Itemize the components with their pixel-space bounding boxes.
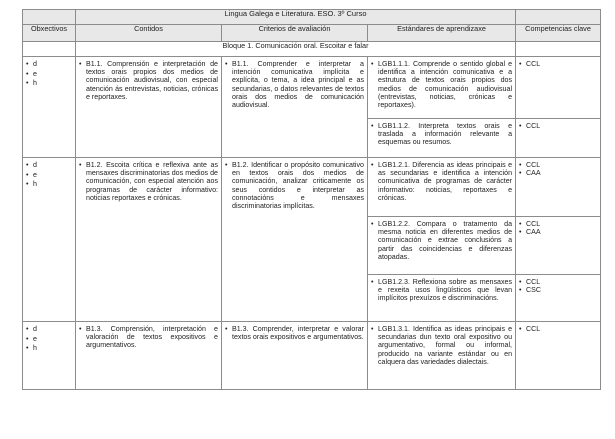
- standard-cell: [368, 57, 516, 119]
- standard-item: • LGB1.2.2. Compara o tratamento da mesma noticia en diferentes medios de comunicación e extrae conclusións a partir das coincidencias e diferenzas atopadas.: [370, 220, 512, 261]
- objective-item: • e: [25, 70, 72, 80]
- standard-cell: [368, 119, 516, 158]
- competence-cell: [516, 57, 601, 119]
- header-contents: Contidos: [76, 25, 222, 42]
- objective-item: • h: [25, 344, 72, 354]
- objectives-cell: [23, 158, 76, 322]
- table-title: Lingua Galega e Literatura. ESO. 3º Curso: [76, 10, 516, 25]
- competence-item: • CSC: [518, 286, 597, 294]
- content-cell: [76, 158, 222, 322]
- standard-item: • LGB1.1.2. Interpreta textos orais e traslada a información relevante a esquemas ou resumos.: [370, 122, 512, 147]
- criterion-item: • B1.3. Comprender, interpretar e valorar textos orais expositivos e argumentativos.: [224, 325, 364, 341]
- competence-cell: [516, 217, 601, 275]
- criterion-cell: [222, 322, 368, 390]
- competence-cell: [516, 275, 601, 322]
- table-row: [23, 322, 601, 390]
- criterion-cell: [222, 158, 368, 322]
- competence-item: • CCL: [518, 122, 597, 130]
- objective-item: • e: [25, 335, 72, 345]
- competence-item: • CCL: [518, 161, 597, 169]
- competence-item: • CAA: [518, 228, 597, 236]
- competence-cell: [516, 322, 601, 390]
- objective-item: • d: [25, 325, 72, 335]
- objective-item: • h: [25, 79, 72, 89]
- objective-item: • e: [25, 171, 72, 181]
- standard-item: • LGB1.1.1. Comprende o sentido global e identifica a intención comunicativa e a estrutura de textos orais propios dos medios de comunicación audiovisual (entrevistas, noticias, crónicas e reportaxes).: [370, 60, 512, 109]
- curriculum-table: [22, 9, 601, 390]
- header-standards: Estándares de aprendizaxe: [368, 25, 516, 42]
- header-objectives: Obxectivos: [23, 25, 76, 42]
- competence-cell: [516, 158, 601, 217]
- standard-item: • LGB1.3.1. Identifica as ideas principais e secundarias dun texto oral expositivo ou argumentativo, formal ou informal, producido na variante estándar ou en calquera das variedades dialectais.: [370, 325, 512, 366]
- competence-item: • CCL: [518, 325, 597, 333]
- criterion-item: • B1.1. Comprender e interpretar a intención comunicativa implícita e explícita, o tema, a idea principal e as secundarias, o datos relevantes de textos orais dos medios de comunicación audiovisual.: [224, 60, 364, 109]
- competence-cell: [516, 119, 601, 158]
- standard-cell: [368, 275, 516, 322]
- objectives-cell: [23, 322, 76, 390]
- block-row: [23, 42, 601, 57]
- criterion-cell: [222, 57, 368, 158]
- criterion-item: • B1.2. Identificar o propósito comunicativo en textos orais dos medios de comunicación, analizar criticamente os seus contidos e interpretar as connotacións e mensaxes discriminatorias implícitas.: [224, 161, 364, 210]
- title-row: [23, 10, 601, 25]
- title-blank-cell: [23, 10, 76, 25]
- objective-item: • d: [25, 60, 72, 70]
- title-blank-cell: [516, 10, 601, 25]
- content-item: • B1.1. Comprensión e interpretación de textos orais propios dos medios de comunicación audiovisual, con especial atención ás entrevistas, noticias, crónicas e reportaxes.: [78, 60, 218, 101]
- table-row: [23, 57, 601, 119]
- content-item: • B1.3. Comprensión, interpretación e valoración de textos expositivos e argumentativos.: [78, 325, 218, 350]
- competence-item: • CCL: [518, 278, 597, 286]
- block-blank-cell: [23, 42, 76, 57]
- standard-item: • LGB1.2.3. Reflexiona sobre as mensaxes e rexeita usos lingüísticos que levan implícitos prexuízos e discriminacións.: [370, 278, 512, 303]
- competence-item: • CCL: [518, 60, 597, 68]
- content-cell: [76, 322, 222, 390]
- standard-cell: [368, 322, 516, 390]
- header-criteria: Criterios de avaliación: [222, 25, 368, 42]
- table-row: [23, 158, 601, 217]
- standard-cell: [368, 217, 516, 275]
- block-blank-cell: [516, 42, 601, 57]
- objectives-cell: [23, 57, 76, 158]
- objective-item: • h: [25, 180, 72, 190]
- header-row: [23, 25, 601, 42]
- competence-item: • CCL: [518, 220, 597, 228]
- standard-cell: [368, 158, 516, 217]
- standard-item: • LGB1.2.1. Diferencia as ideas principais e as secundarias e identifica a intención comunicativa de programas de carácter informativo: noticias, reportaxes e crónicas.: [370, 161, 512, 202]
- header-competences: Competencias clave: [516, 25, 601, 42]
- content-item: • B1.2. Escoita crítica e reflexiva ante as mensaxes discriminatorias dos medios de comunicación, con especial atención aos programas de carácter informativo: noticias reportaxes e crónicas.: [78, 161, 218, 202]
- block-title: Bloque 1. Comunicación oral. Escoitar e falar: [76, 42, 516, 57]
- objective-item: • d: [25, 161, 72, 171]
- content-cell: [76, 57, 222, 158]
- competence-item: • CAA: [518, 169, 597, 177]
